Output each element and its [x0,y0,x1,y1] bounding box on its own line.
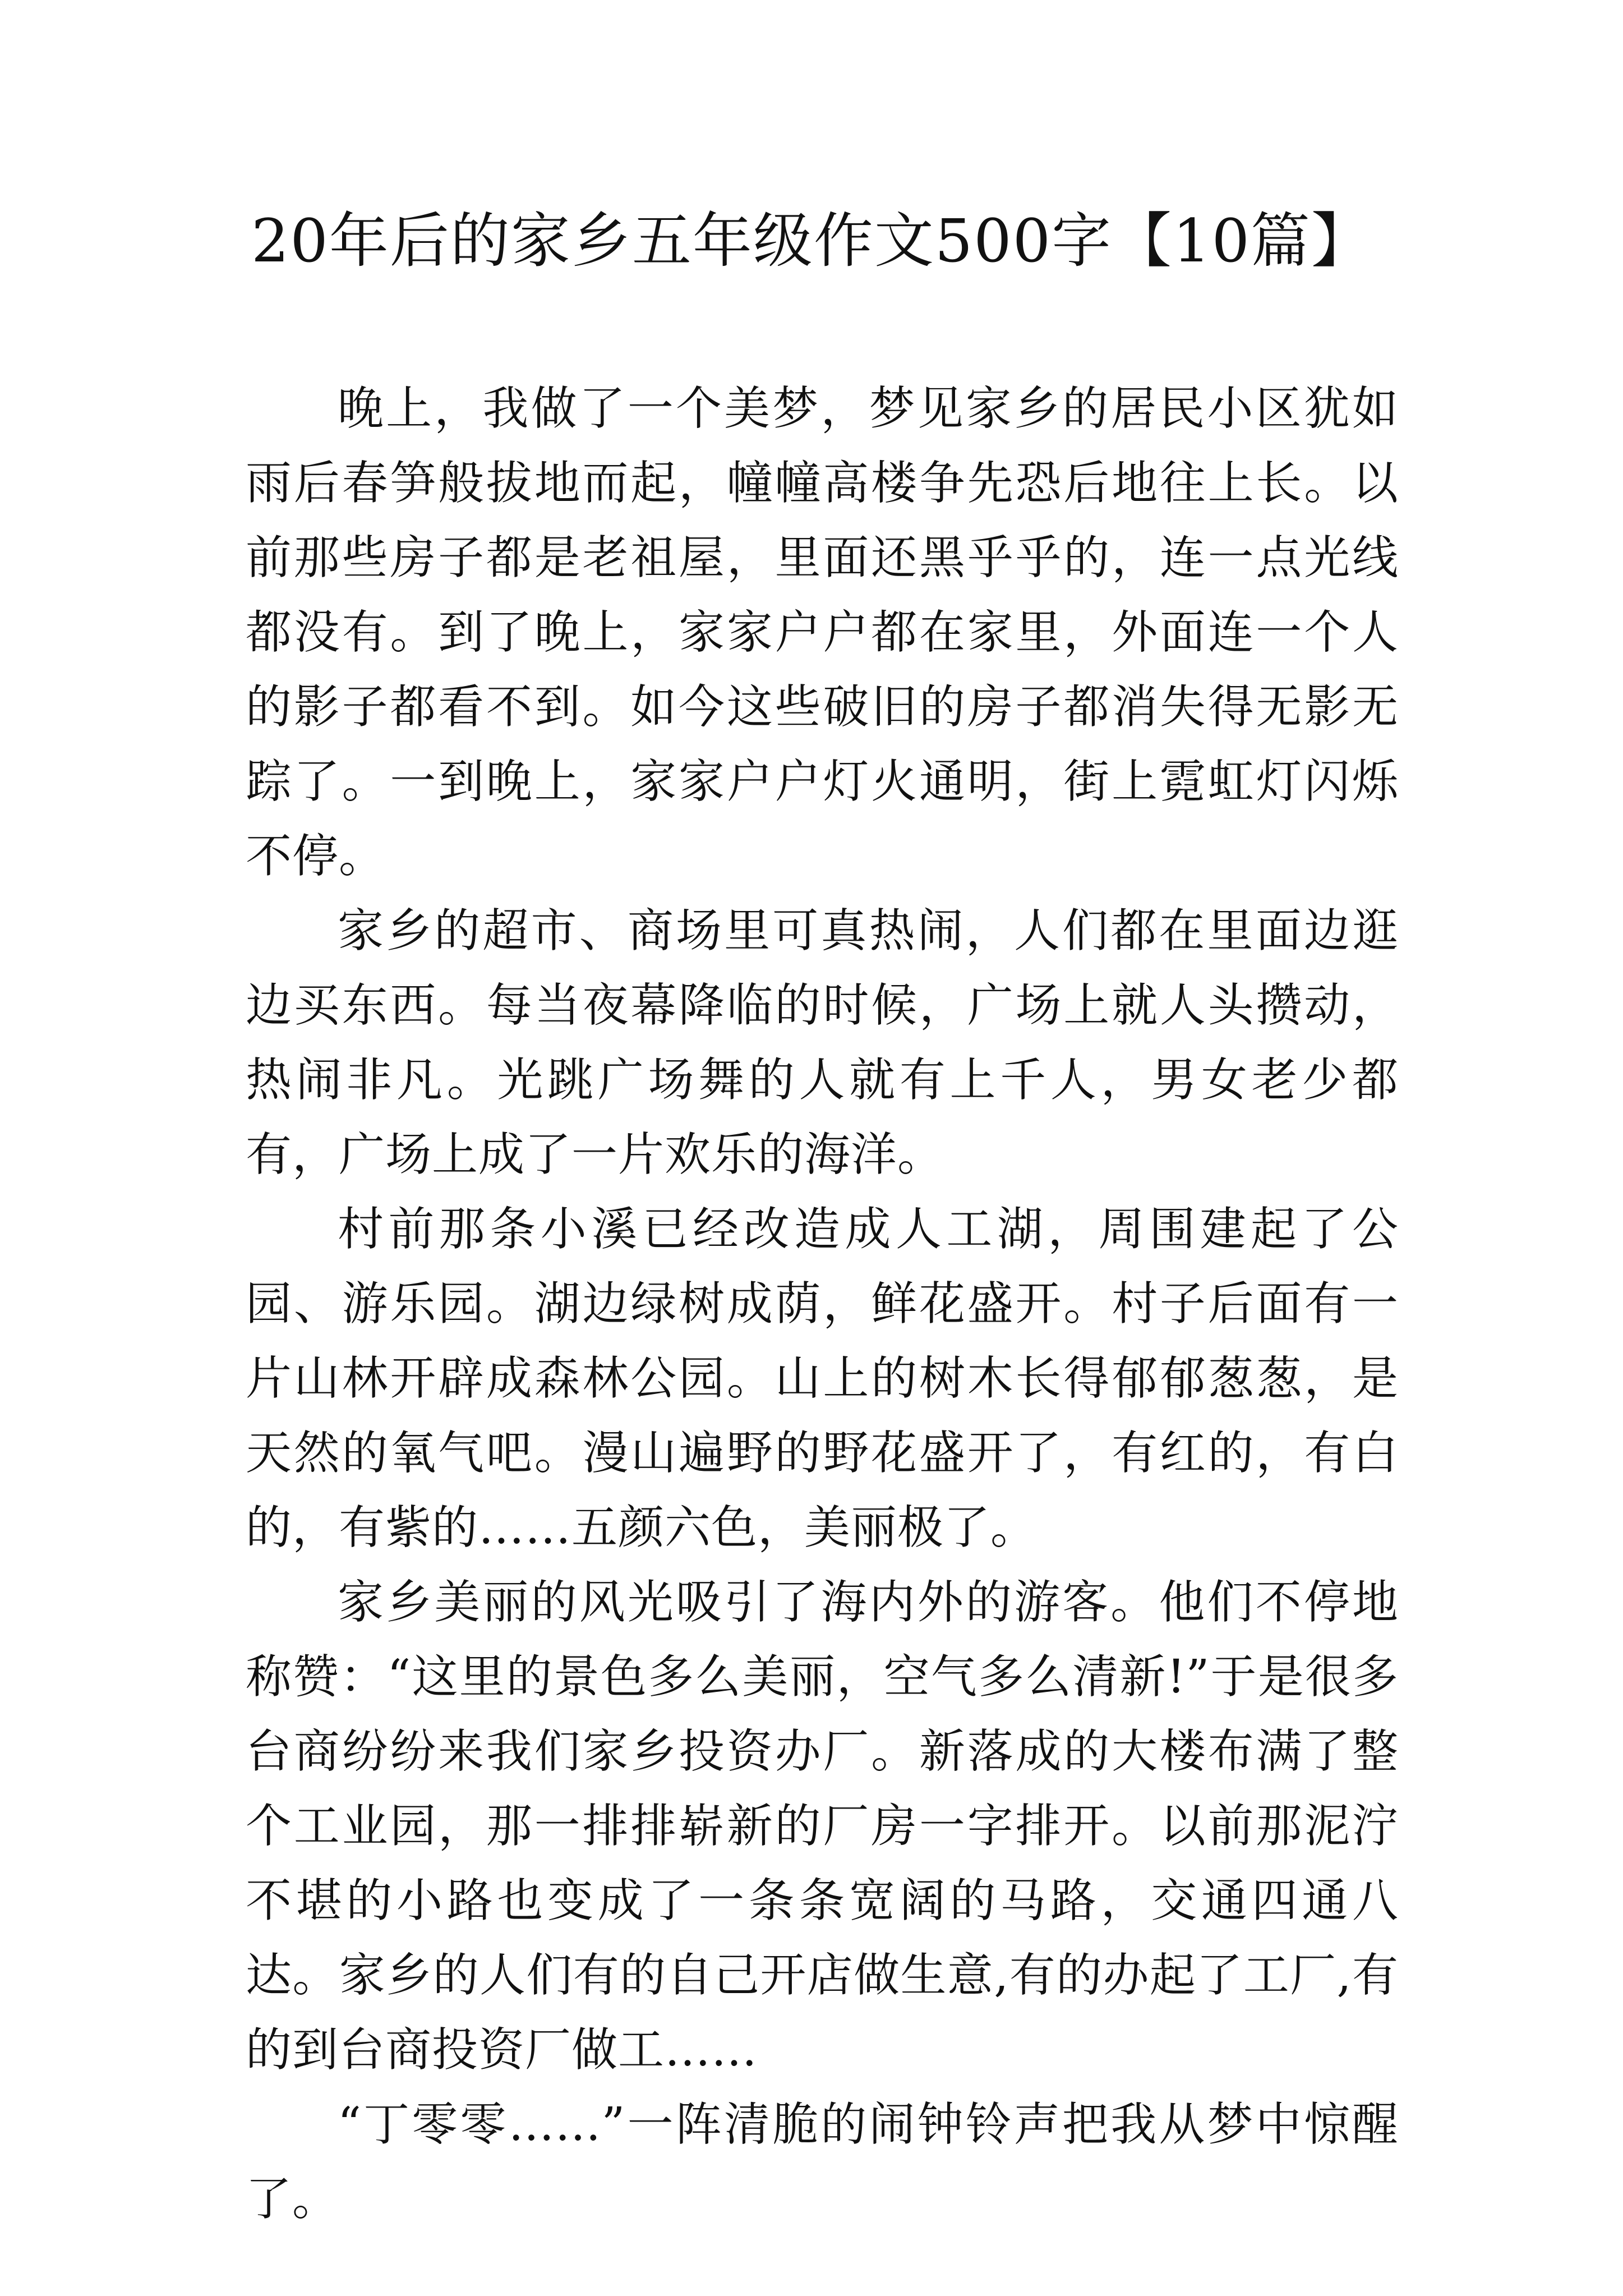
paragraph-1: 晚上，我做了一个美梦，梦见家乡的居民小区犹如雨后春笋般拔地而起，幢幢高楼争先恐后地往上长。以前那些房子都是老祖屋，里面还黑乎乎的，连一点光线都没有。到了晚上，家家户户都在家里，外面连一个人的影子都看不到。如今这些破旧的房子都消失得无影无踪了。一到晚上，家家户户灯火通明，街上霓虹灯闪烁不停。 [246,382,1399,883]
document-title: 20年后的家乡五年级作文500字【10篇】 [251,206,1372,275]
paragraph-4: 家乡美丽的风光吸引了海内外的游客。他们不停地称赞：“这里的景色多么美丽，空气多么清新!”于是很多台商纷纷来我们家乡投资办厂。新落成的大楼布满了整个工业园，那一排排崭新的厂房一字排开。以前那泥泞不堪的小路也变成了一条条宽阔的马路，交通四通八达。家乡的人们有的自己开店做生意,有的办起了工厂,有的到台商投资厂做工…… [246,1576,1399,2077]
document-body [246,371,1399,2237]
paragraph-2: 家乡的超市、商场里可真热闹，人们都在里面边逛边买东西。每当夜幕降临的时候，广场上就人头攒动，热闹非凡。光跳广场舞的人就有上千人，男女老少都有，广场上成了一片欢乐的海洋。 [246,904,1399,1181]
paragraph-5: “丁零零……”一阵清脆的闹钟铃声把我从梦中惊醒了。 [246,2098,1399,2226]
paragraph-3: 村前那条小溪已经改造成人工湖，周围建起了公园、游乐园。湖边绿树成荫，鲜花盛开。村子后面有一片山林开辟成森林公园。山上的树木长得郁郁葱葱，是天然的氧气吧。漫山遍野的野花盛开了，有红的，有白的，有紫的……五颜六色，美丽极了。 [246,1203,1399,1554]
